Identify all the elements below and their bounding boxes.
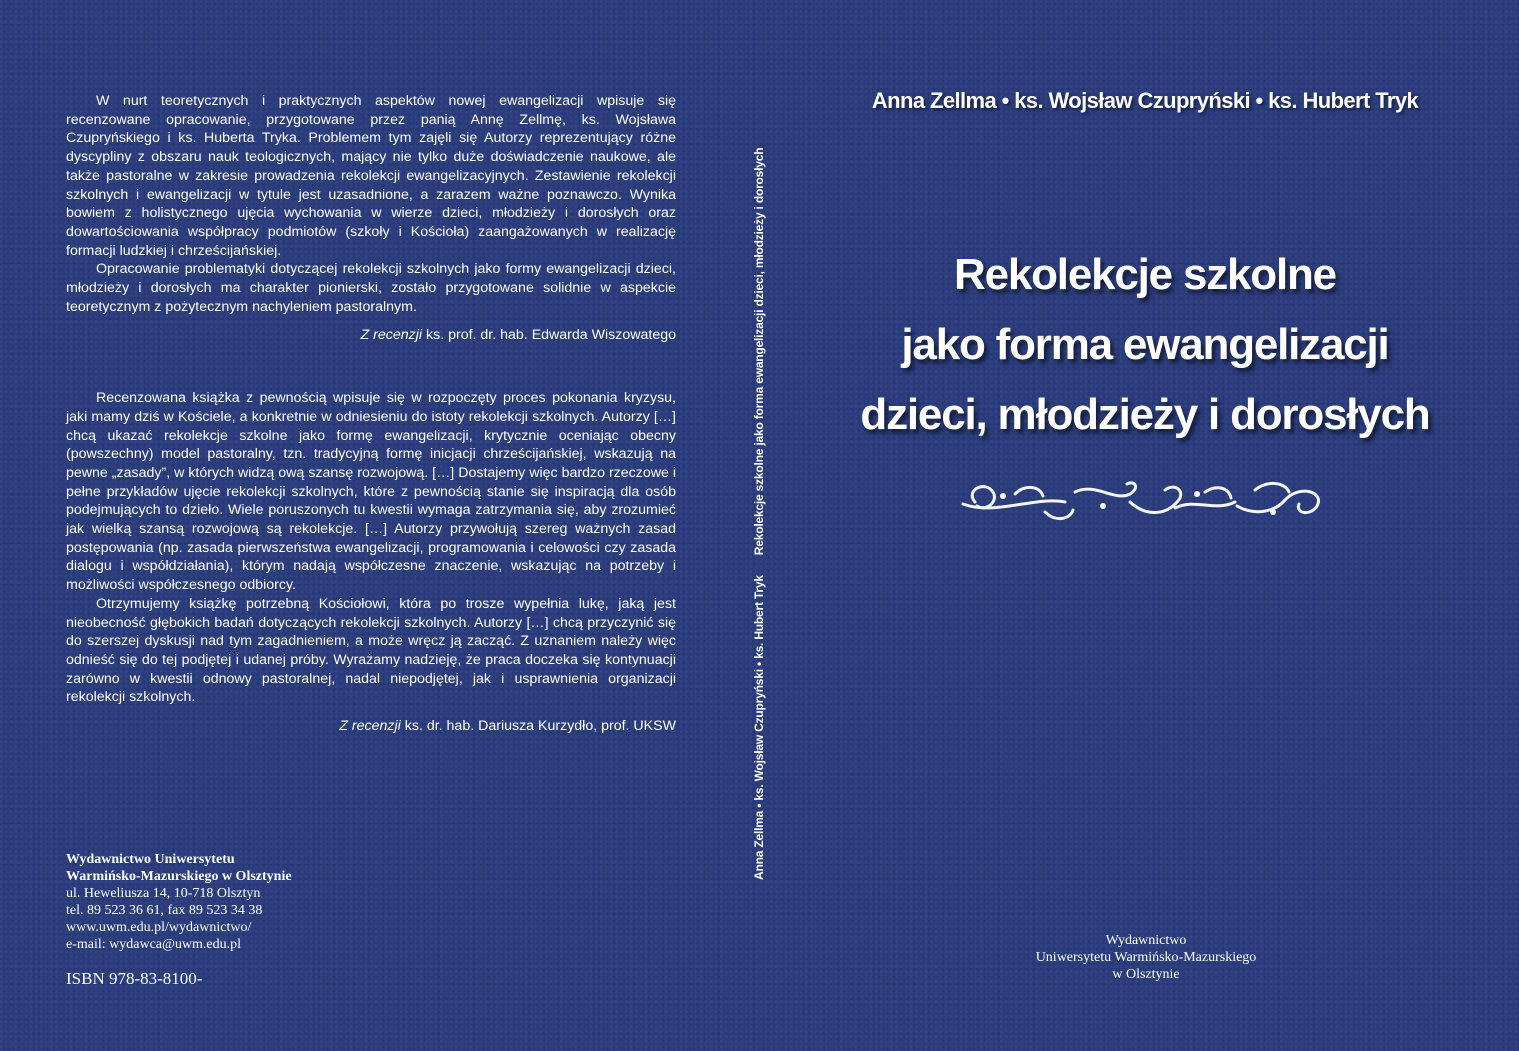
front-publisher-line3: w Olsztynie xyxy=(1112,967,1180,982)
title-line-1: Rekolekcje szkolne xyxy=(954,250,1336,299)
title-line-3: dzieci, młodzieży i dorosłych xyxy=(860,390,1430,439)
publisher-name-line2: Warmińsko-Mazurskiego w Olsztynie xyxy=(66,869,292,884)
review1-paragraph-1: W nurt teoretycznych i praktycznych aspektów nowej ewangelizacji wpisuje się recenzowane opracowanie, przygotowane przez panią Annę Zellmę, ks. Wojsława Czupryńskiego i ks. Huberta Tryka. Problemem tym zajęli się Autorzy reprezentujący różne dyscypliny z obszaru nauk teologicznych, mający nie tylko duże doświadczenie naukowe, ale także pastoralne w zakresie prowadzenia rekolekcji ewangelizacyjnych. Zestawienie rekolekcji szkolnych i ewangelizacji w tytule jest uzasadnione, a zarazem ważne poznawczo. Wynika bowiem z holistycznego ujęcia wychowania w wierze dzieci, młodzieży i dorosłych oraz dowartościowania współpracy podmiotów (szkoły i Kościoła) zaangażowanych w realizację formacji ludzkiej i chrześcijańskiej. xyxy=(66,93,676,259)
front-publisher-line2: Uniwersytetu Warmińsko-Mazurskiego xyxy=(1035,950,1257,965)
publisher-website: www.uwm.edu.pl/wydawnictwo/ xyxy=(66,920,252,935)
review2-signature-author: ks. dr. hab. Dariusza Kurzydło, prof. UKSW xyxy=(400,718,676,735)
review1-paragraph-2: Opracowanie problematyki dotyczącej rekolekcji szkolnych jako formy ewangelizacji dzieci, młodzieży i dorosłych ma charakter pionierski, zostało przygotowane solidnie w aspekcie teoretycznym z pożytecznym nachyleniem pastoralnym. xyxy=(66,261,676,315)
front-title xyxy=(800,240,1490,450)
review2-paragraph-2: Otrzymujemy książkę potrzebną Kościołowi, która po trosze wypełnia lukę, jaką jest nieobecność głębokich badań dotyczących rekolekcji szkolnych. Autorzy […] chcą przyczynić się do szerszej dyskusji nad tym zagadnieniem, a może wręcz ją zacząć. Z uznaniem należy więc odnieść się do tej podjętej i udanej próby. Wyrażamy nadzieję, że praca doczeka się kontynuacji zarówno w kwestii odnowy pastoralnej, nadal niepodjętej, jak i usprawnienia organizacji rekolekcji szkolnych. xyxy=(66,595,676,706)
title-line-2: jako forma ewangelizacji xyxy=(901,320,1389,369)
ornament-flourish-icon xyxy=(955,472,1335,530)
review2-signature xyxy=(66,717,676,736)
publisher-name-line1: Wydawnictwo Uniwersytetu xyxy=(66,852,235,867)
back-publisher-info xyxy=(66,851,466,953)
review2-paragraph-1: Recenzowana książka z pewnością wpisuje się w rozpoczęty proces pokonania kryzysu, jaki mamy dziś w Kościele, a konkretnie w odniesieniu do istoty rekolekcji szkolnych. Autorzy […] chcą ukazać rekolekcje szkolne jako formę ewangelizacji, krytycznie oceniając obecny (powszechny) model pastoralny, tzn. tradycyjną formę inicjacji chrześcijańskiej, wskazują na pewne „zasady”, w których widzą ową szansę rozwojową. […] Dostajemy więc bardzo rzeczowe i pełne przykładów ujęcie rekolekcji szkolnych, które z pewnością stanie się inspiracją dla osób podejmujących to dzieło. Wiele poruszonych tu kwestii wymaga zatrzymania się, aby zrozumieć jak wielką szansą rozwojową są rekolekcje. […] Autorzy przywołują szereg ważnych zasad postępowania (np. zasada pierwszeństwa ewangelizacji, programowania i celowości czy zasada dialogu i współdziałania), którym nadają współczesne znaczenie, wskazując na potrzeby i możliwości współczesnego odbiorcy. xyxy=(66,390,676,594)
publisher-address: ul. Heweliusza 14, 10-718 Olsztyn xyxy=(66,886,261,901)
review1-signature-author: ks. prof. dr. hab. Edwarda Wiszowatego xyxy=(422,327,676,344)
publisher-phone: tel. 89 523 36 61, fax 89 523 34 38 xyxy=(66,903,263,918)
review1-signature-prefix: Z recenzji xyxy=(360,327,423,344)
front-publisher-line1: Wydawnictwo xyxy=(1105,933,1187,948)
spine-title: Rekolekcje szkolne jako forma ewangelizacji dzieci, młodzieży i dorosłych xyxy=(752,147,766,556)
isbn: ISBN 978-83-8100- xyxy=(66,969,203,988)
review2-signature-prefix: Z recenzji xyxy=(339,718,401,735)
spine xyxy=(738,147,780,880)
review1-signature xyxy=(66,326,676,345)
front-authors: Anna Zellma • ks. Wojsław Czupryński • ks. Hubert Tryk xyxy=(871,88,1419,113)
spine-authors: Anna Zellma • ks. Wojsław Czupryński • ks. Hubert Tryk xyxy=(752,575,766,880)
publisher-email: e-mail: wydawca@uwm.edu.pl xyxy=(66,937,242,952)
back-cover-reviews xyxy=(66,92,676,736)
front-publisher xyxy=(1000,932,1292,983)
